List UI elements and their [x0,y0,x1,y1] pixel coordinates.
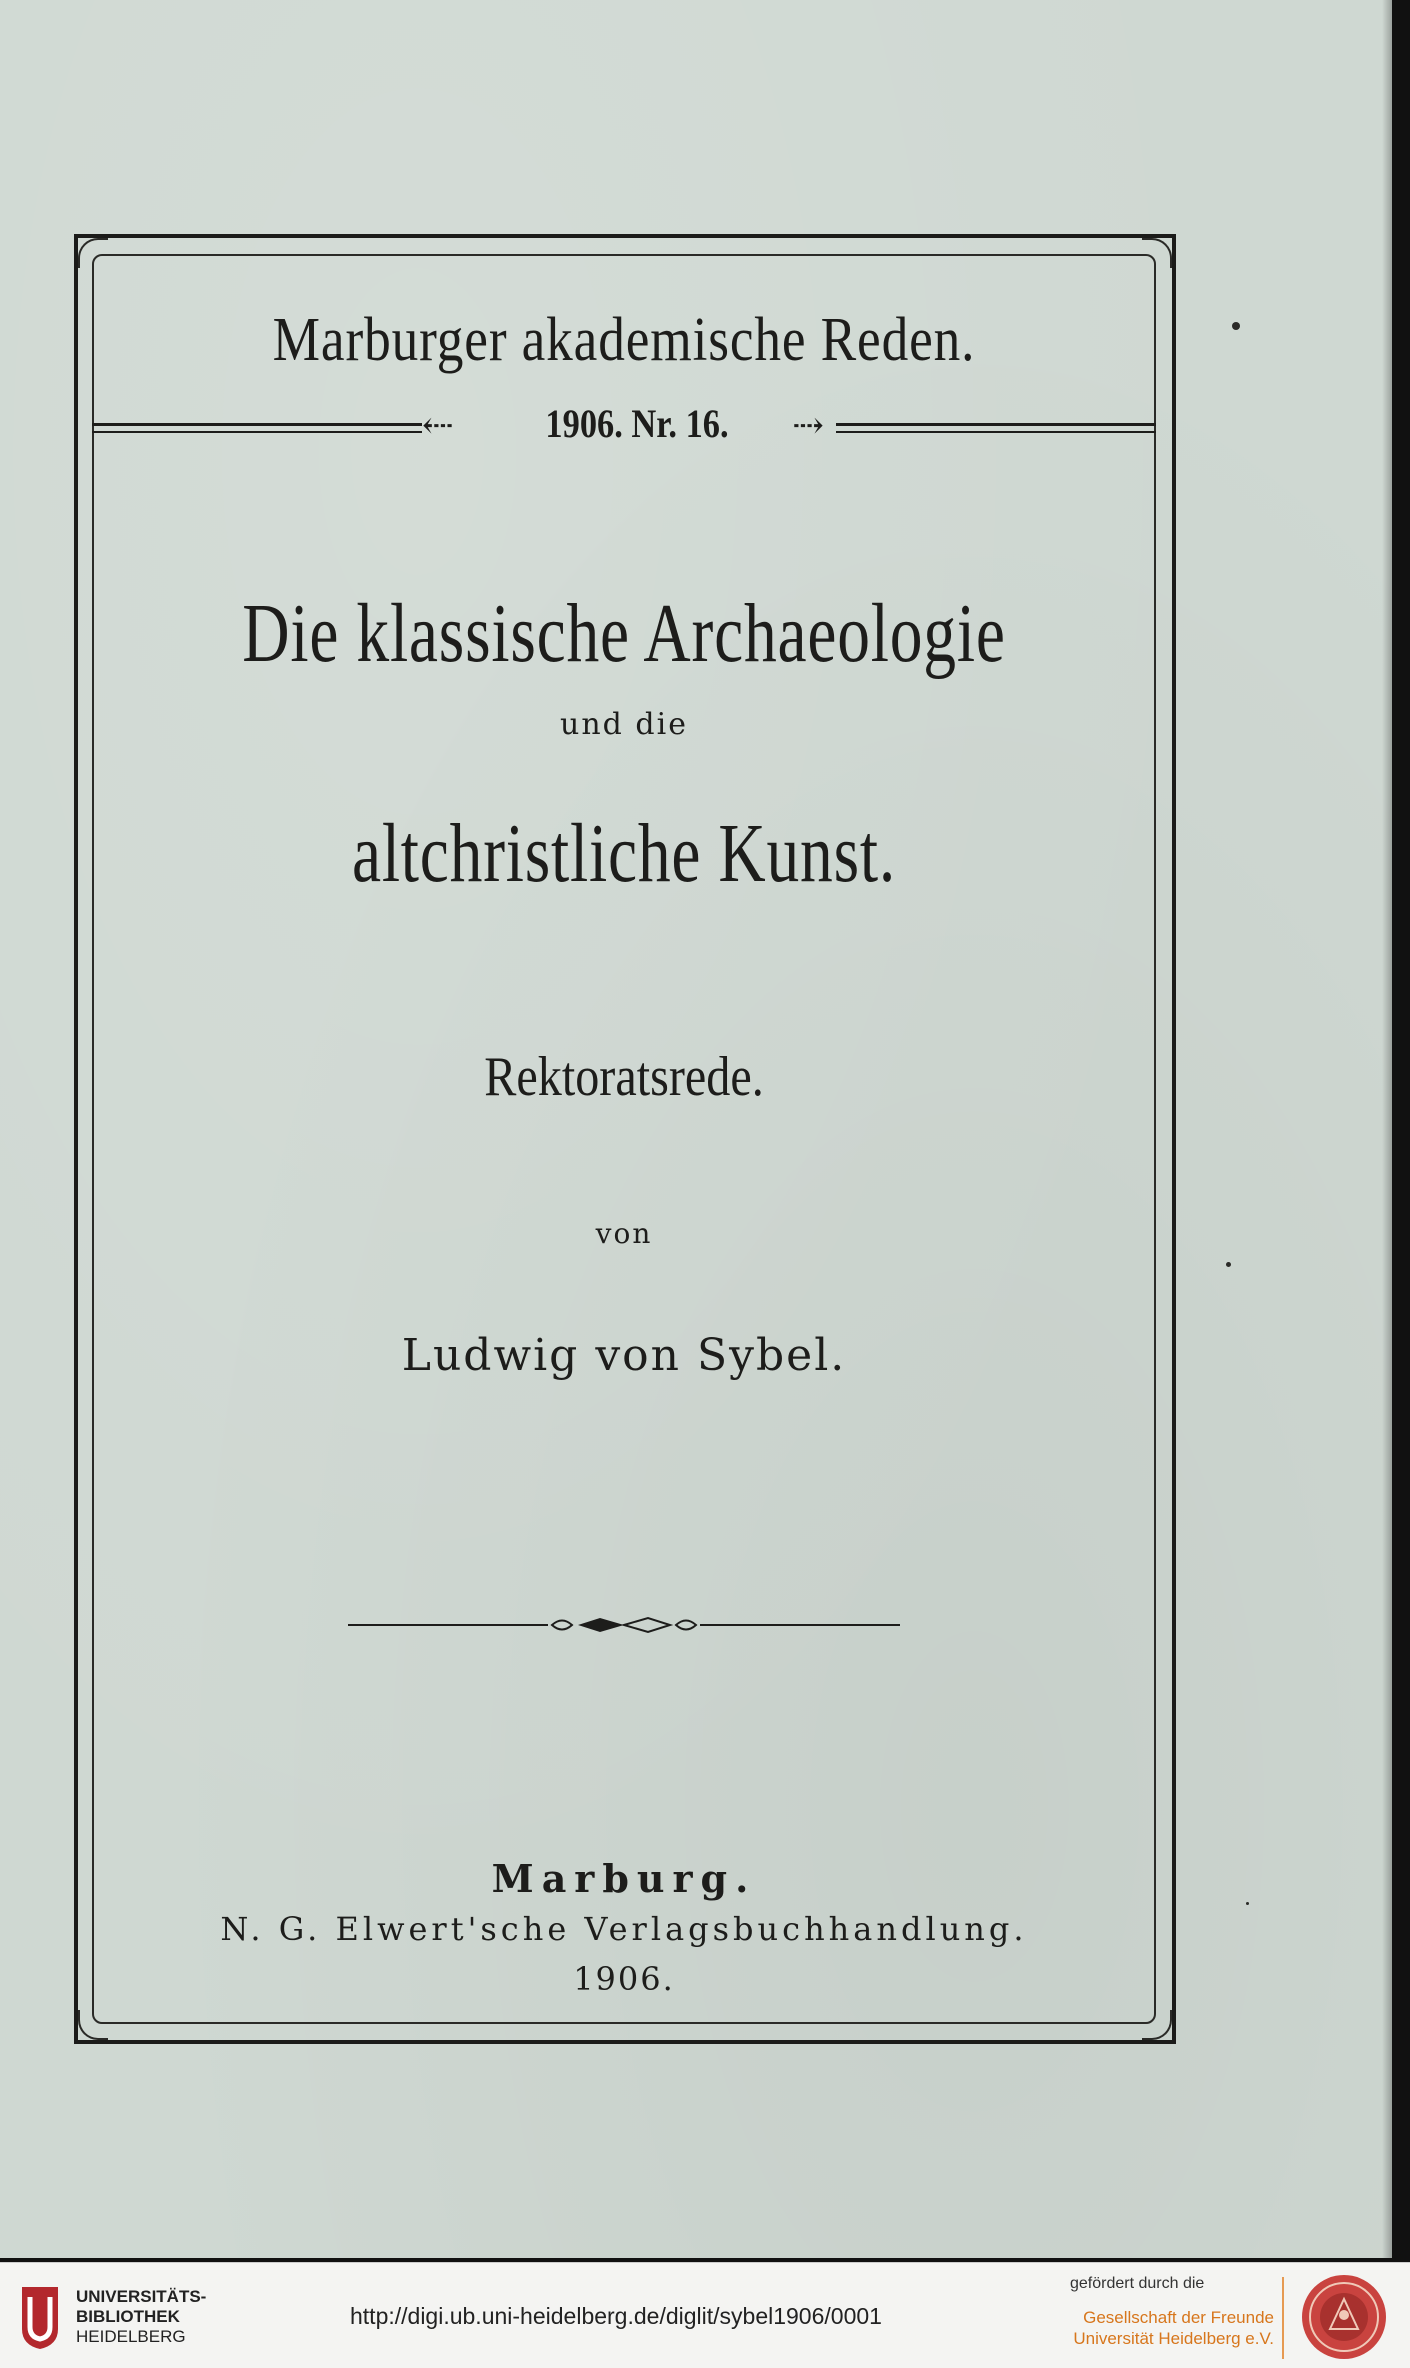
speech-type: Rektoratsrede. [484,1046,764,1108]
by-label: von [595,1217,653,1250]
publisher: N. G. Elwert'sche Verlagsbuchhandlung. [220,1910,1028,1948]
university-seal-icon [1300,2273,1388,2361]
arrow-left-icon: ⇠ [422,403,454,447]
issue-number: 1906. Nr. 16. [545,401,729,446]
double-rule-right [836,423,1156,433]
divider-line-left [348,1624,548,1626]
viewer-footer [0,2262,1410,2368]
ub-heidelberg-logo-icon [14,2283,66,2353]
publication-place: Marburg. [491,1856,757,1901]
sponsor-intro: gefördert durch die [1070,2275,1205,2292]
publication-year: 1906. [573,1960,675,1998]
sponsor-name-line: Universität Heidelberg e.V. [1073,2329,1274,2348]
sponsor-name [1073,2307,1274,2349]
flourish-icon [548,1610,700,1640]
sponsor-divider [1282,2277,1284,2359]
paper-speck [1232,322,1240,330]
main-title: Die klassische Archaeologie [242,587,1006,680]
author-name: Ludwig von Sybel. [401,1330,847,1381]
main-subtitle: altchristliche Kunst. [351,807,897,900]
double-rule-left [92,423,422,433]
permalink[interactable]: http://digi.ub.uni-heidelberg.de/diglit/sybel1906/0001 [350,2303,882,2329]
library-name-line: UNIVERSITÄTS- [76,2287,207,2306]
issue-row [92,400,1156,460]
title-conjunction: und die [560,707,688,742]
library-name-line: BIBLIOTHEK [76,2307,180,2326]
ornamental-divider [348,1610,900,1640]
series-title: Marburger akademische Reden. [272,306,976,374]
page-edge-shadow [1382,0,1392,2258]
frame-inner-rule [92,254,1156,2024]
divider-line-right [700,1624,900,1626]
library-name [76,2287,206,2347]
sponsor-name-line: Gesellschaft der Freunde [1083,2308,1274,2327]
paper-speck [1226,1262,1231,1267]
library-name-line: HEIDELBERG [76,2327,186,2346]
paper-speck [1246,1902,1249,1905]
arrow-right-icon: ⇢ [792,403,824,447]
